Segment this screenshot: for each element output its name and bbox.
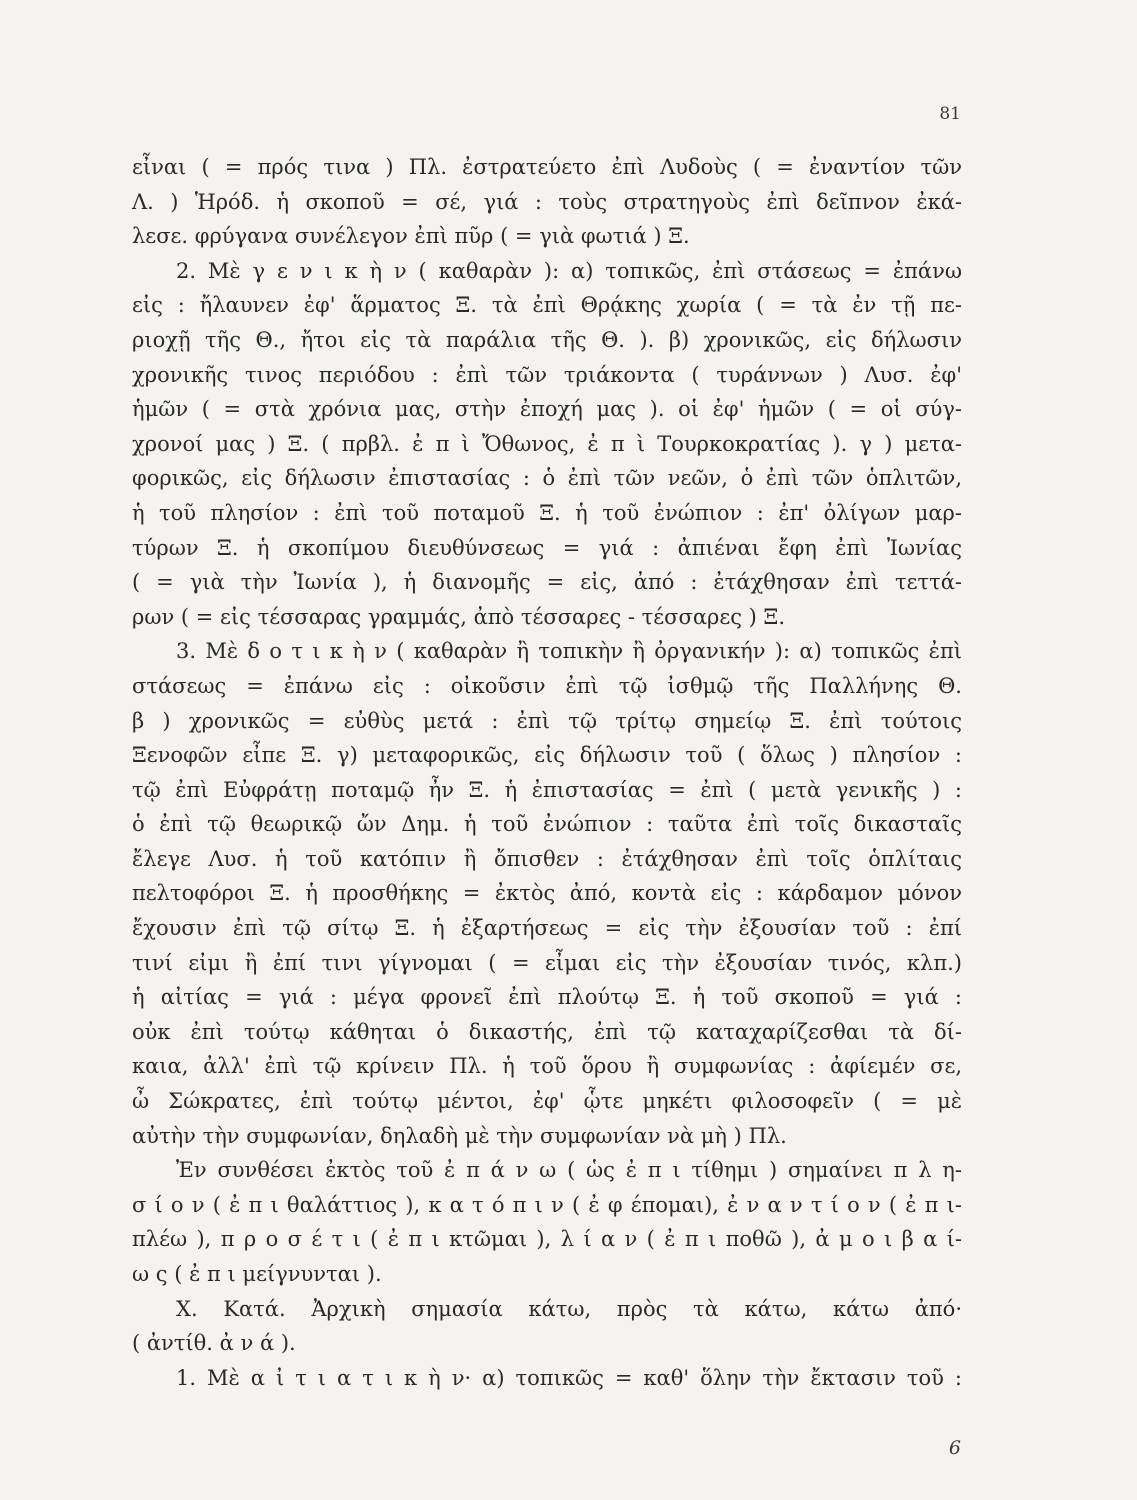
text-line: ἔχουσιν ἐπὶ τῷ σίτῳ Ξ. ἡ ἐξαρτήσεως = εἰς τὴν ἐξουσίαν τοῦ : ἐπί — [132, 916, 962, 941]
text-line: ριοχῇ τῆς Θ., ἤτοι εἰς τὰ παράλια τῆς Θ. ). β) χρονικῶς, εἰς δήλωσιν — [132, 327, 962, 352]
text-line: ἡ αἰτίας = γιά : μέγα φρονεῖ ἐπὶ πλούτῳ Ξ. ἡ τοῦ σκοποῦ = γιά : — [132, 985, 962, 1010]
text-line: ὦ Σώκρατες, ἐπὶ τούτῳ μέντοι, ἐφ' ᾧτε μηκέτι φιλοσοφεῖν ( = μὲ — [132, 1089, 962, 1114]
text-line: Χ. Κατά. Ἀρχικὴ σημασία κάτω, πρὸς τὰ κάτω, κάτω ἀπό· — [176, 1296, 962, 1321]
text-line: ὁ ἐπὶ τῷ θεωρικῷ ὤν Δημ. ἡ τοῦ ἐνώπιον : ταῦτα ἐπὶ τοῖς δικασταῖς — [132, 812, 962, 837]
text-line: τύρων Ξ. ἡ σκοπίμου διευθύνσεως = γιά : ἀπιέναι ἔφη ἐπὶ Ἰωνίας — [132, 535, 962, 560]
text-line: πλέω ), π ρ ο σ έ τ ι ( ἐ π ι κτῶμαι ), λ ί α ν ( ἐ π ι ποθῶ ), ἀ μ ο ι β α ί- — [132, 1227, 962, 1252]
text-line: οὐκ ἐπὶ τούτῳ κάθηται ὁ δικαστής, ἐπὶ τῷ καταχαρίζεσθαι τὰ δί- — [132, 1019, 962, 1044]
text-line: αὐτὴν τὴν συμφωνίαν, δηλαδὴ μὲ τὴν συμφωνίαν νὰ μὴ ) Πλ. — [132, 1123, 787, 1148]
text-line: ( = γιὰ τὴν Ἰωνία ), ἡ διανομῆς = εἰς, ἀπό : ἐτάχθησαν ἐπὶ τεττά- — [132, 570, 962, 595]
text-line: καια, ἀλλ' ἐπὶ τῷ κρίνειν Πλ. ἡ τοῦ ὅρου ἢ συμφωνίας : ἀφίεμέν σε, — [132, 1054, 962, 1079]
text-line: φορικῶς, εἰς δήλωσιν ἐπιστασίας : ὁ ἐπὶ τῶν νεῶν, ὁ ἐπὶ τῶν ὁπλιτῶν, — [132, 466, 962, 491]
body-text — [132, 150, 962, 1395]
text-line: β ) χρονικῶς = εὐθὺς μετά : ἐπὶ τῷ τρίτῳ σημείῳ Ξ. ἐπὶ τούτοις — [132, 708, 962, 733]
text-line: στάσεως = ἐπάνω εἰς : οἰκοῦσιν ἐπὶ τῷ ἰσθμῷ τῆς Παλλήνης Θ. — [132, 673, 962, 698]
text-line: εἶναι ( = πρός τινα ) Πλ. ἐστρατεύετο ἐπὶ Λυδοὺς ( = ἐναντίον τῶν — [132, 155, 962, 179]
text-line: 2. Μὲ γ ε ν ι κ ὴ ν ( καθαρὰν ): α) τοπικῶς, ἐπὶ στάσεως = ἐπάνω — [176, 258, 962, 283]
text-line: 1. Μὲ α ἰ τ ι α τ ι κ ὴ ν· α) τοπικῶς = καθ' ὅλην τὴν ἔκτασιν τοῦ : — [176, 1365, 962, 1390]
signature-mark: 6 — [948, 1437, 961, 1459]
text-line: Ξενοφῶν εἶπε Ξ. γ) μεταφορικῶς, εἰς δήλωσιν τοῦ ( ὅλως ) πλησίον : — [132, 743, 962, 768]
text-line: 3. Μὲ δ ο τ ι κ ὴ ν ( καθαρὰν ἢ τοπικὴν ἢ ὀργανικήν ): α) τοπικῶς ἐπὶ — [176, 639, 962, 664]
text-line: Ἐν συνθέσει ἐκτὸς τοῦ ἐ π ά ν ω ( ὡς ἐ π ι τίθημι ) σημαίνει π λ η- — [176, 1158, 962, 1183]
text-line: Λ. ) Ἡρόδ. ἡ σκοποῦ = σέ, γιά : τοὺς στρατηγοὺς ἐπὶ δεῖπνον ἐκά- — [132, 189, 962, 214]
text-line: ω ς ( ἐ π ι μείγνυνται ). — [132, 1262, 382, 1286]
text-line: ἔλεγε Λυσ. ἡ τοῦ κατόπιν ἢ ὄπισθεν : ἐτάχθησαν ἐπὶ τοῖς ὁπλίταις — [132, 846, 962, 871]
text-line: ( ἀντίθ. ἀ ν ά ). — [132, 1331, 296, 1356]
text-line: εἰς : ἤλαυνεν ἐφ' ἅρματος Ξ. τὰ ἐπὶ Θρᾴκης χωρία ( = τὰ ἐν τῇ πε- — [132, 293, 962, 318]
text-line: χρονοί μας ) Ξ. ( πρβλ. ἐ π ὶ Ὄθωνος, ἐ π ὶ Τουρκοκρατίας ). γ ) μετα- — [132, 431, 962, 456]
text-line: πελτοφόροι Ξ. ἡ προσθήκης = ἐκτὸς ἀπό, κοντὰ εἰς : κάρδαμον μόνον — [132, 881, 962, 906]
text-line: λεσε. φρύγανα συνέλεγον ἐπὶ πῦρ ( = γιὰ φωτιά ) Ξ. — [132, 224, 690, 249]
text-line: τῷ ἐπὶ Εὐφράτῃ ποταμῷ ἦν Ξ. ἡ ἐπιστασίας = ἐπὶ ( μετὰ γενικῆς ) : — [132, 777, 962, 802]
text-line: ρων ( = εἰς τέσσαρας γραμμάς, ἀπὸ τέσσαρες - τέσσαρες ) Ξ. — [132, 604, 785, 629]
text-line: χρονικῆς τινος περιόδου : ἐπὶ τῶν τριάκοντα ( τυράννων ) Λυσ. ἐφ' — [132, 362, 962, 387]
text-line: ἡμῶν ( = στὰ χρόνια μας, στὴν ἐποχή μας ). οἱ ἐφ' ἡμῶν ( = οἱ σύγ- — [132, 397, 962, 422]
text-line: τινί εἰμι ἢ ἐπί τινι γίγνομαι ( = εἶμαι εἰς τὴν ἐξουσίαν τινός, κλπ.) — [132, 950, 962, 975]
page-number: 81 — [939, 104, 961, 124]
text-line: ἡ τοῦ πλησίον : ἐπὶ τοῦ ποταμοῦ Ξ. ἡ τοῦ ἐνώπιον : ἐπ' ὀλίγων μαρ- — [132, 500, 962, 525]
text-line: σ ί ο ν ( ἐ π ι θαλάττιος ), κ α τ ό π ι ν ( ἐ φ έπομαι), ἐ ν α ν τ ί ο ν ( ἐ π ι- — [132, 1192, 962, 1217]
